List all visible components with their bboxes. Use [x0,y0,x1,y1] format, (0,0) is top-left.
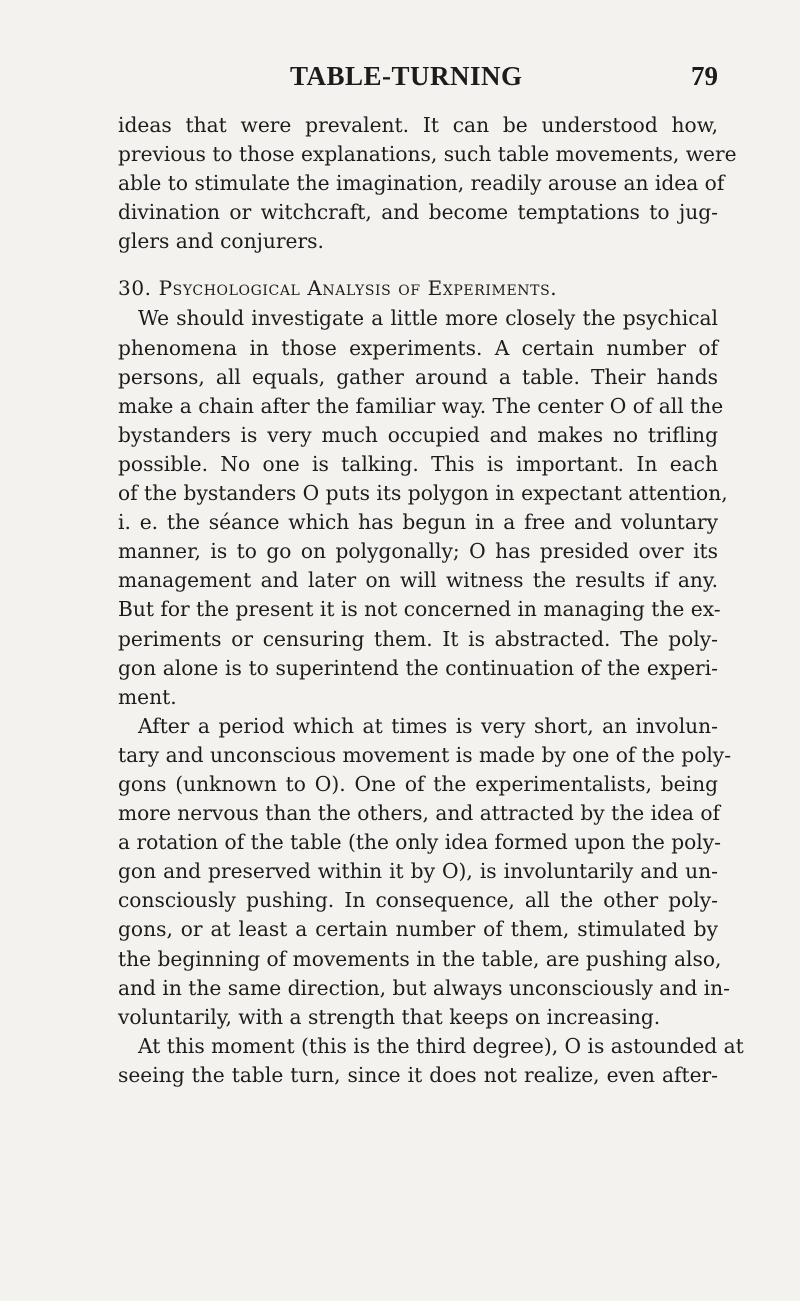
text-line: But for the present it is not concerned in managing the ex- [118,597,721,622]
text-line: and in the same direction, but always unconsciously and in- [118,975,730,1000]
text-line: make a chain after the familiar way. The center O of all the [118,393,724,418]
text-line: bystanders is very much occupied and makes no trifling [118,422,718,447]
paragraph [118,304,728,711]
section-heading [118,272,718,304]
text-line: gon alone is to superintend the continuation of the experi- [118,655,718,680]
text-line: glers and conjurers. [118,229,324,254]
text-line: phenomena in those experiments. A certain number of [118,335,718,360]
text-line: able to stimulate the imagination, readily arouse an idea of [118,171,725,196]
text-line: ideas that were prevalent. It can be understood how, [118,113,718,137]
paragraph [118,712,732,1032]
text-line: gon and preserved within it by O), is involuntarily and un- [118,859,718,884]
text-line: voluntarily, with a strength that keeps on increasing. [118,1004,661,1029]
page-number: 79 [691,61,718,91]
text-line: divination or witchcraft, and become temptations to jug- [118,200,718,225]
text-line: tary and unconscious movement is made by one of the poly- [118,742,732,767]
paragraph [118,111,737,256]
text-line: manner, is to go on polygonally; O has presided over its [118,539,718,564]
text-line: ment. [118,684,177,709]
text-line: periments or censuring them. It is abstracted. The poly- [118,626,718,651]
text-line: After a period which at times is very short, an involun- [138,713,718,738]
text-line: the beginning of movements in the table, are pushing also, [118,946,722,971]
page-header [118,58,718,94]
text-line: a rotation of the table (the only idea formed upon the poly- [118,830,721,855]
text-line: persons, all equals, gather around a table. Their hands [118,364,718,389]
body-text [118,111,744,1090]
text-line: more nervous than the others, and attracted by the idea of [118,801,721,826]
paragraph [118,1032,744,1090]
text-line: consciously pushing. In consequence, all the other poly- [118,888,718,913]
text-line: previous to those explanations, such table movements, were [118,142,737,167]
text-line: seeing the table turn, since it does not realize, even after- [118,1062,718,1087]
section-title: Psychological Analysis of Experiments. [158,276,558,301]
text-line: We should investigate a little more closely the psychical [138,306,718,331]
section-number: 30. [118,276,152,301]
running-title: TABLE-TURNING [290,61,523,91]
text-line: management and later on will witness the results if any. [118,568,718,593]
text-line: of the bystanders O puts its polygon in expectant attention, [118,481,728,506]
text-line: gons, or at least a certain number of them, stimulated by [118,917,718,942]
text-line: i. e. the séance which has begun in a free and voluntary [118,510,718,535]
text-line: At this moment (this is the third degree), O is astounded at [138,1033,744,1058]
text-line: gons (unknown to O). One of the experimentalists, being [118,771,718,796]
text-line: possible. No one is talking. This is important. In each [118,451,718,476]
